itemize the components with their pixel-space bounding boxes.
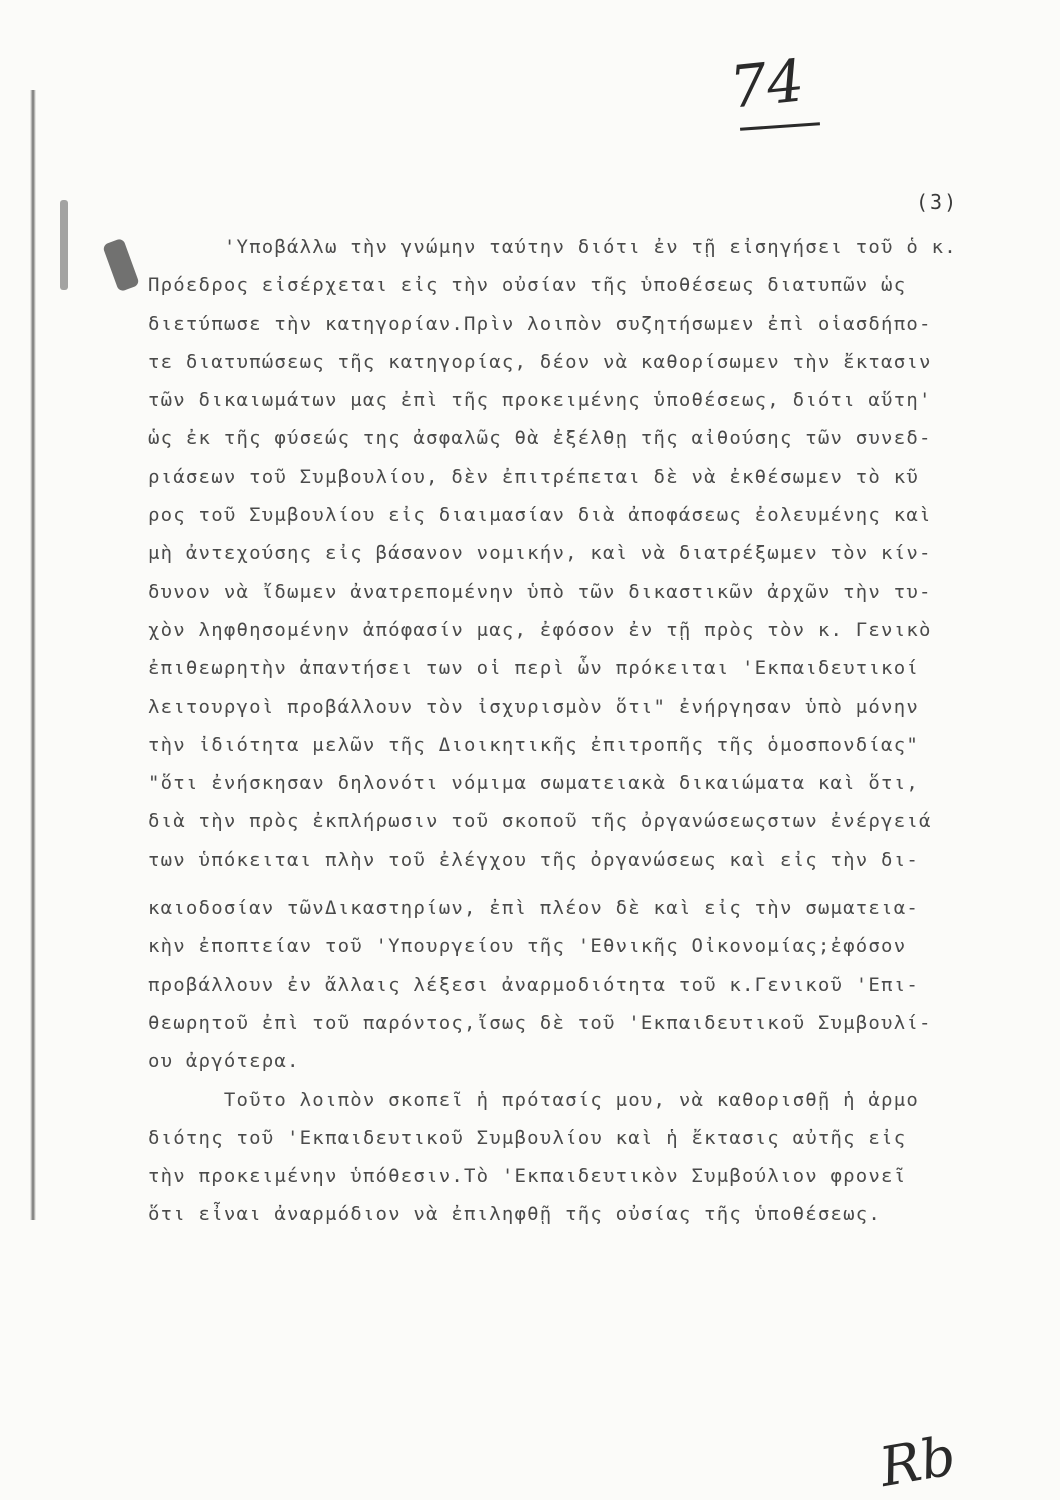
text-line: κὴν ἐποπτείαν τοῦ 'Υπουργείου τῆς 'Εθνικῆς Οἰκονομίας;ἐφόσον xyxy=(148,935,907,958)
text-line: λειτουργοὶ προβάλλουν τὸν ἰσχυρισμὸν ὅτι" ἐνήργησαν ὑπὸ μόνην xyxy=(148,695,919,718)
text-line: ὡς ἐκ τῆς φύσεώς της ἀσφαλῶς θὰ ἐξέλθῃ τῆς αἰθούσης τῶν συνεδ- xyxy=(148,427,932,450)
text-line: τὴν προκειμένην ὑπόθεσιν.Τὸ 'Εκπαιδευτικὸν Συμβούλιον φρονεῖ xyxy=(148,1165,907,1188)
scan-margin-mark xyxy=(60,200,68,290)
text-line: "ὅτι ἐνήσκησαν δηλονότι νόμιμα σωματειακὰ δικαιώματα καὶ ὅτι, xyxy=(148,772,919,795)
text-line: ρος τοῦ Συμβουλίου εἰς διαιμασίαν διὰ ἀποφάσεως ἐολευμένης καὶ xyxy=(148,504,932,527)
text-line: καιοδοσίαν τῶνΔικαστηρίων, ἐπὶ πλέον δὲ καὶ εἰς τὴν σωματεια- xyxy=(148,897,919,920)
typed-body-text xyxy=(148,228,1028,1234)
page-number: (3) xyxy=(916,190,959,214)
scan-margin-blot xyxy=(102,238,140,293)
text-line: των ὑπόκειται πλὴν τοῦ ἐλέγχου τῆς ὀργανώσεως καὶ εἰς τὴν δι- xyxy=(148,848,919,871)
text-line: ου ἀργότερα. xyxy=(148,1050,300,1073)
text-line: διὰ τὴν πρὸς ἐκπλήρωσιν τοῦ σκοποῦ τῆς ὀργανώσεωςστων ἐνέργειά xyxy=(148,810,932,833)
text-line: προβάλλουν ἐν ἄλλαις λέξεσι ἀναρμοδιότητα τοῦ κ.Γενικοῦ 'Επι- xyxy=(148,973,919,996)
folio-underline xyxy=(740,122,820,131)
text-line: Πρόεδρος εἰσέρχεται εἰς τὴν οὐσίαν τῆς ὑποθέσεως διατυπῶν ὡς xyxy=(148,274,907,297)
text-line: Τοῦτο λοιπὸν σκοπεῖ ἡ πρότασίς μου, νὰ καθορισθῇ ἡ ἁρμο xyxy=(148,1088,919,1111)
text-line: τῶν δικαιωμάτων μας ἐπὶ τῆς προκειμένης ὑποθέσεως, διότι αὕτη' xyxy=(148,389,932,412)
text-line: χὸν ληφθησομένην ἀπόφασίν μας, ἐφόσον ἐν τῇ πρὸς τὸν κ. Γενικὸ xyxy=(148,618,932,641)
scan-left-edge-shadow xyxy=(30,90,36,1220)
text-line: τὴν ἰδιότητα μελῶν τῆς Διοικητικῆς ἐπιτροπῆς τῆς ὁμοσπονδίας" xyxy=(148,733,919,756)
text-line: ἐπιθεωρητὴν ἀπαντήσει των οἱ περὶ ὧν πρόκειται 'Εκπαιδευτικοί xyxy=(148,657,919,680)
text-line: διότης τοῦ 'Εκπαιδευτικοῦ Συμβουλίου καὶ ἡ ἔκτασις αὐτῆς εἰς xyxy=(148,1126,907,1149)
text-line: τε διατυπώσεως τῆς κατηγορίας, δέον νὰ καθορίσωμεν τὴν ἔκτασιν xyxy=(148,350,932,373)
text-line: μὴ ἀντεχούσης εἰς βάσανον νομικήν, καὶ νὰ διατρέξωμεν τὸν κίν- xyxy=(148,542,932,565)
text-line: θεωρητοῦ ἐπὶ τοῦ παρόντος,ἴσως δὲ τοῦ 'Εκπαιδευτικοῦ Συμβουλί- xyxy=(148,1011,932,1034)
handwritten-folio-number: 74 xyxy=(726,46,808,122)
handwritten-initial-signature: Rb xyxy=(875,1423,961,1500)
text-line: ριάσεων τοῦ Συμβουλίου, δὲν ἐπιτρέπεται δὲ νὰ ἐκθέσωμεν τὸ κῦ xyxy=(148,465,919,488)
text-line: διετύπωσε τὴν κατηγορίαν.Πρὶν λοιπὸν συζητήσωμεν ἐπὶ οἱασδήπο- xyxy=(148,312,932,335)
text-line: δυνον νὰ ἴδωμεν ἀνατρεπομένην ὑπὸ τῶν δικαστικῶν ἀρχῶν τὴν τυ- xyxy=(148,580,932,603)
text-line: 'Υποβάλλω τὴν γνώμην ταύτην διότι ἐν τῇ εἰσηγήσει τοῦ ὁ κ. xyxy=(148,236,957,258)
text-line: ὅτι εἶναι ἀναρμόδιον νὰ ἐπιληφθῇ τῆς οὐσίας τῆς ὑποθέσεως. xyxy=(148,1203,882,1226)
